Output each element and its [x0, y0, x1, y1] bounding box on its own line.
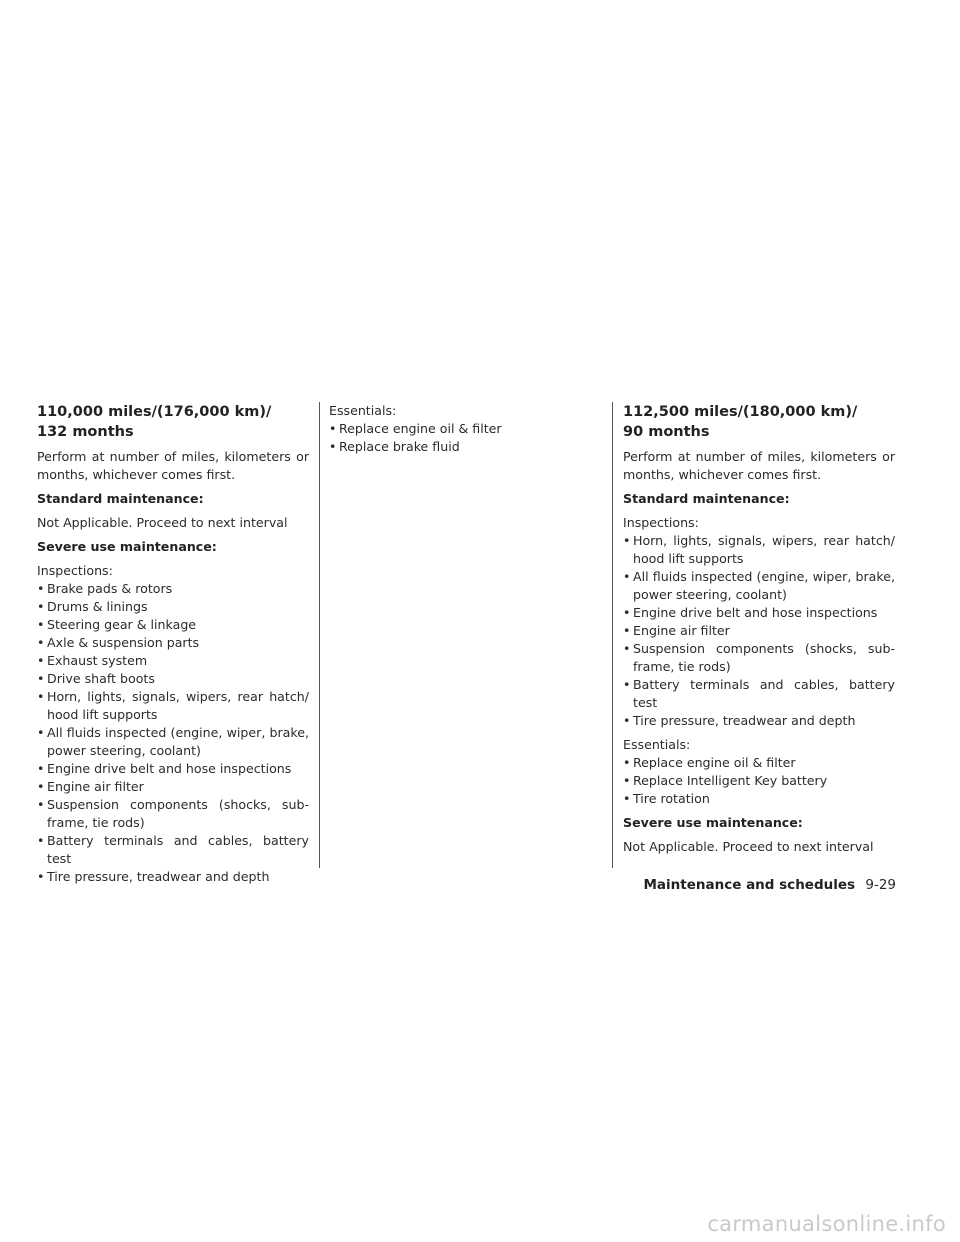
list-item: • Engine drive belt and hose inspections: [37, 760, 309, 778]
heading-line-1: 110,000 miles/(176,000 km)/: [37, 404, 272, 420]
essentials-list: [623, 754, 895, 808]
list-item: • Tire rotation: [623, 790, 895, 808]
list-item: • Replace engine oil & filter: [329, 420, 601, 438]
list-item: • All fluids inspected (engine, wiper, brake, power steering, coolant): [623, 568, 895, 604]
heading-line-1: 112,500 miles/(180,000 km)/: [623, 404, 858, 420]
list-item: • Exhaust system: [37, 652, 309, 670]
column-divider: [612, 402, 613, 868]
inspections-label: Inspections:: [37, 563, 113, 578]
essentials-label: Essentials:: [329, 403, 397, 418]
heading-line-2: 132 months: [37, 424, 134, 440]
list-item: • Drive shaft boots: [37, 670, 309, 688]
heading-line-2: 90 months: [623, 424, 710, 440]
column-essentials-continued: [329, 402, 601, 462]
column-divider: [319, 402, 320, 868]
essentials-label: Essentials:: [623, 737, 691, 752]
column-110000-miles: [37, 402, 309, 892]
list-item: • Engine air filter: [623, 622, 895, 640]
standard-maintenance-text: Not Applicable. Proceed to next interval: [37, 515, 288, 530]
heading-112500-miles: [623, 402, 895, 442]
inspections-label: Inspections:: [623, 515, 699, 530]
list-item: • Axle & suspension parts: [37, 634, 309, 652]
intro-text: Perform at number of miles, kilometers or months, whichever comes first.: [37, 449, 309, 482]
list-item: • Horn, lights, signals, wipers, rear hatch/ hood lift supports: [37, 688, 309, 724]
inspections-list: [37, 580, 309, 886]
list-item: • Replace Intelligent Key battery: [623, 772, 895, 790]
column-112500-miles: [623, 402, 895, 862]
chapter-title: Maintenance and schedules: [643, 877, 856, 893]
list-item: • Engine air filter: [37, 778, 309, 796]
list-item: • Battery terminals and cables, battery test: [623, 676, 895, 712]
severe-maintenance-text: Not Applicable. Proceed to next interval: [623, 839, 874, 854]
heading-110000-miles: [37, 402, 309, 442]
severe-maintenance-label: Severe use maintenance:: [37, 539, 217, 554]
intro-text: Perform at number of miles, kilometers or months, whichever comes first.: [623, 449, 895, 482]
list-item: • Horn, lights, signals, wipers, rear hatch/ hood lift supports: [623, 532, 895, 568]
severe-maintenance-label: Severe use maintenance:: [623, 815, 803, 830]
list-item: • Suspension components (shocks, sub-frame, tie rods): [37, 796, 309, 832]
page-number: 9-29: [865, 877, 896, 893]
list-item: • Steering gear & linkage: [37, 616, 309, 634]
list-item: • Engine drive belt and hose inspections: [623, 604, 895, 622]
list-item: • Suspension components (shocks, sub-frame, tie rods): [623, 640, 895, 676]
list-item: • Drums & linings: [37, 598, 309, 616]
list-item: • Battery terminals and cables, battery test: [37, 832, 309, 868]
watermark: carmanualsonline.info: [707, 1212, 946, 1236]
list-item: • Tire pressure, treadwear and depth: [623, 712, 895, 730]
standard-maintenance-label: Standard maintenance:: [623, 491, 790, 506]
list-item: • All fluids inspected (engine, wiper, brake, power steering, coolant): [37, 724, 309, 760]
inspections-list: [623, 532, 895, 730]
list-item: • Brake pads & rotors: [37, 580, 309, 598]
list-item: • Tire pressure, treadwear and depth: [37, 868, 309, 886]
standard-maintenance-label: Standard maintenance:: [37, 491, 204, 506]
list-item: • Replace brake fluid: [329, 438, 601, 456]
essentials-list: [329, 420, 601, 456]
page-footer: [600, 877, 896, 893]
list-item: • Replace engine oil & filter: [623, 754, 895, 772]
